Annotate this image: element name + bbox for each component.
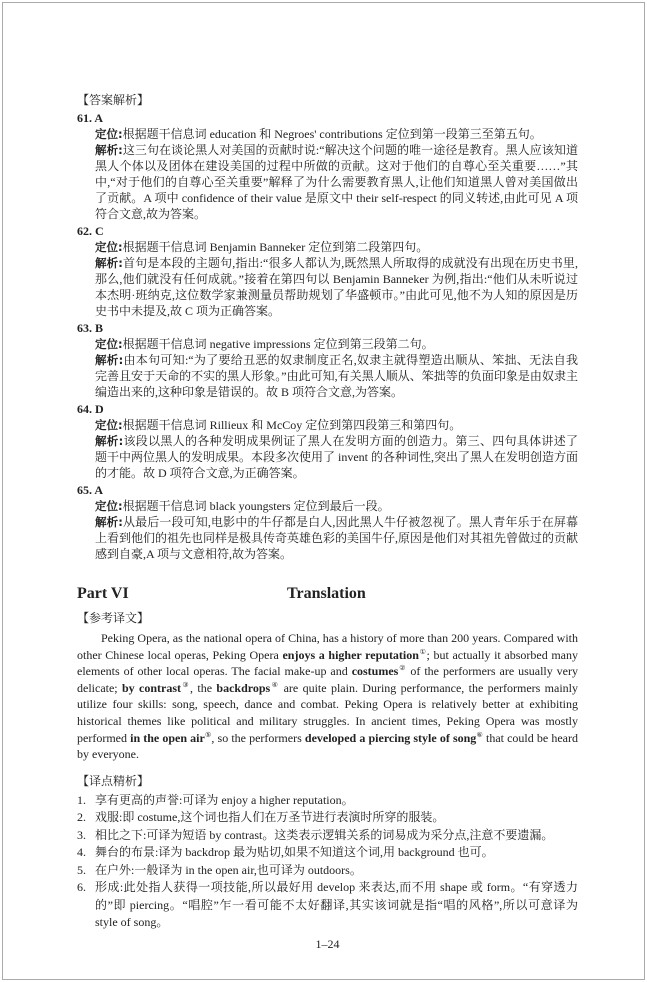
analysis-text: 由本句可知:“为了要给丑恶的奴隶制度正名,奴隶主就得塑造出顺从、笨拙、无法自我完善且安于天命的不实的黑人形象。”由此可知,有关黑人顺从、笨拙等的负面印象是由奴隶主编造出来的,这种印象是错误的。故 B 项符合文意,为答案。 — [95, 353, 578, 399]
note-text: 舞台的布景:译为 backdrop 最为贴切,如果不知道这个词,用 background 也可。 — [95, 845, 494, 860]
analysis-paragraph — [77, 433, 578, 481]
analysis-text: 该段以黑人的各种发明成果例证了黑人在发明方面的创造力。第三、四句具体讲述了题干中两位黑人的发明成果。本段多次使用了 invent 的各种词性,突出了黑人在发明创造方面的才能。故 D 项符合文意,为正确答案。 — [95, 434, 578, 480]
analysis-text: 首句是本段的主题句,指出:“很多人都认为,既然黑人所取得的成就没有出现在历史书里,那么,他们就没有任何成就。”接着在第四句以 Benjamin Banneker 为例,指出:“他们从未听说过本杰明·班纳克,这位数学家兼测量员帮助规划了华盛顿市。”由此可见,他不为人知的原因是历史书中未提及,故 C 项为正确答案。 — [95, 256, 578, 318]
translation-text: Peking Opera, as the national opera of China, has a history of more than 200 years. Compared with other Chinese local operas, Peking Opera — [77, 631, 578, 662]
footnote-marker: ② — [398, 664, 407, 673]
key-phrase: developed a piercing style of song — [304, 730, 477, 745]
key-phrase: backdrops — [216, 680, 271, 695]
locate-text: 根据题干信息词 Benjamin Banneker 定位到第二段第四句。 — [122, 240, 429, 254]
note-text: 在户外:一般译为 in the open air,也可译为 outdoors。 — [95, 862, 362, 877]
footnote-marker: ③ — [181, 680, 191, 689]
analysis-text: 从最后一段可知,电影中的牛仔都是白人,因此黑人牛仔被忽视了。黑人青年乐于在屏幕上看到他们的祖先也同样是极具传奇英雄色彩的美国牛仔,原因是他们对其祖先曾做过的贡献感到自豪,A 项与文意相符,故为答案。 — [95, 515, 579, 561]
locate-label: 定位: — [95, 337, 123, 351]
question-number: 63. B — [77, 321, 104, 335]
answer-item — [77, 110, 578, 222]
analysis-label: 解析: — [95, 434, 124, 448]
footnote-marker: ⑤ — [204, 730, 212, 739]
locate-label: 定位: — [95, 127, 123, 141]
key-phrase: enjoys a higher reputation — [282, 647, 419, 662]
note-item — [77, 862, 578, 880]
footnote-marker: ① — [418, 647, 427, 656]
reference-heading: 【参考译文】 — [77, 611, 150, 625]
footnote-marker: ④ — [270, 680, 280, 689]
answers-heading: 【答案解析】 — [77, 93, 150, 107]
note-item — [77, 879, 578, 932]
translation-text: of the performers are usually very delicate; — [77, 664, 578, 695]
answer-item — [77, 482, 578, 562]
analysis-paragraph — [77, 142, 578, 222]
note-text: 戏服:即 costume,这个词也指人们在万圣节进行表演时所穿的服装。 — [95, 810, 445, 825]
locate-text: 根据题干信息词 negative impressions 定位到第三段第二句。 — [122, 337, 434, 351]
answer-item — [77, 401, 578, 481]
locate-text: 根据题干信息词 black youngsters 定位到最后一段。 — [122, 499, 390, 513]
part-title: Translation — [287, 585, 366, 602]
key-phrase: by contrast — [122, 680, 182, 695]
analysis-text: 这三句在谈论黑人对美国的贡献时说:“解决这个问题的唯一途径是教育。黑人应该知道黑人个体以及团体在建设美国的过程中所做的贡献。这对于他们的自尊心至关重要……”其中,“对于他们的自尊心至关重要”解释了为什么需要教育黑人,让他们知道黑人曾对美国做出了贡献。A 项中 confidence of their value 是原文中 their self-respect 的同义转述,由此可见 A 项符合文意,故为答案。 — [95, 143, 578, 221]
note-number: 4. — [77, 845, 86, 860]
translation-text: that could be heard by everyone. — [77, 730, 579, 762]
locate-paragraph — [77, 417, 578, 433]
page-content — [77, 0, 578, 982]
note-text: 享有更高的声誉:可译为 enjoy a higher reputation。 — [95, 792, 354, 807]
page-number: 1–24 — [315, 936, 340, 951]
question-number: 61. A — [77, 111, 104, 125]
note-number: 2. — [77, 810, 86, 825]
answer-list — [77, 110, 578, 562]
answer-item — [77, 320, 578, 400]
analysis-label: 解析: — [95, 256, 123, 270]
note-number: 6. — [77, 880, 86, 895]
notes-list — [77, 792, 578, 932]
locate-paragraph — [77, 498, 578, 514]
note-text: 相比之下:可译为短语 by contrast。这类表示逻辑关系的词易成为采分点,注意不要遗漏。 — [95, 827, 554, 842]
note-item — [77, 827, 578, 845]
question-number: 65. A — [77, 483, 104, 497]
question-number: 64. D — [77, 402, 104, 416]
analysis-paragraph — [77, 514, 578, 562]
note-number: 5. — [77, 862, 86, 877]
analysis-label: 解析: — [95, 515, 123, 529]
analysis-paragraph — [77, 352, 578, 400]
locate-label: 定位: — [95, 240, 123, 254]
note-item — [77, 792, 578, 810]
key-phrase: in the open air — [130, 730, 205, 745]
analysis-paragraph — [77, 255, 578, 319]
note-number: 3. — [77, 827, 86, 842]
note-number: 1. — [77, 792, 86, 807]
note-item — [77, 844, 578, 862]
part-heading — [77, 584, 578, 604]
translation-text: are quite plain. During performance, the performers mainly utilize four skills: song, speech, dance and combat. Peking Opera is relatively better at exhibiting historical themes like political and military struggles. In ancient times, Peking Opera was mostly performed — [77, 680, 578, 745]
locate-text: 根据题干信息词 education 和 Negroes' contributions 定位到第一段第三至第五句。 — [122, 127, 542, 141]
locate-text: 根据题干信息词 Rillieux 和 McCoy 定位到第四段第三和第四句。 — [122, 418, 462, 432]
translation-text: , so the performers — [211, 730, 305, 745]
analysis-label: 解析: — [95, 353, 124, 367]
answer-item — [77, 223, 578, 319]
translation-paragraph — [77, 630, 578, 763]
analysis-label: 解析: — [95, 143, 123, 157]
translation-text: , the — [190, 680, 217, 695]
key-phrase: costumes — [351, 664, 399, 679]
locate-label: 定位: — [95, 418, 123, 432]
locate-paragraph — [77, 126, 578, 142]
notes-heading: 【译点精析】 — [77, 773, 150, 788]
translation-text: ; but actually it absorbed many elements of other local operas. The facial make-up and — [77, 647, 579, 679]
question-number: 62. C — [77, 224, 104, 238]
footnote-marker: ⑥ — [476, 730, 483, 739]
locate-label: 定位: — [95, 499, 123, 513]
locate-paragraph — [77, 239, 578, 255]
locate-paragraph — [77, 336, 578, 352]
part-number: Part VI — [77, 585, 129, 602]
note-text: 形成:此处指人获得一项技能,所以最好用 develop 来表达,而不用 shape 或 form。“有穿透力的”即 piercing。“唱腔”乍一看可能不太好翻译,其实该词就是指“唱的风格”,所以可意译为 style of song。 — [95, 880, 578, 930]
note-item — [77, 809, 578, 827]
